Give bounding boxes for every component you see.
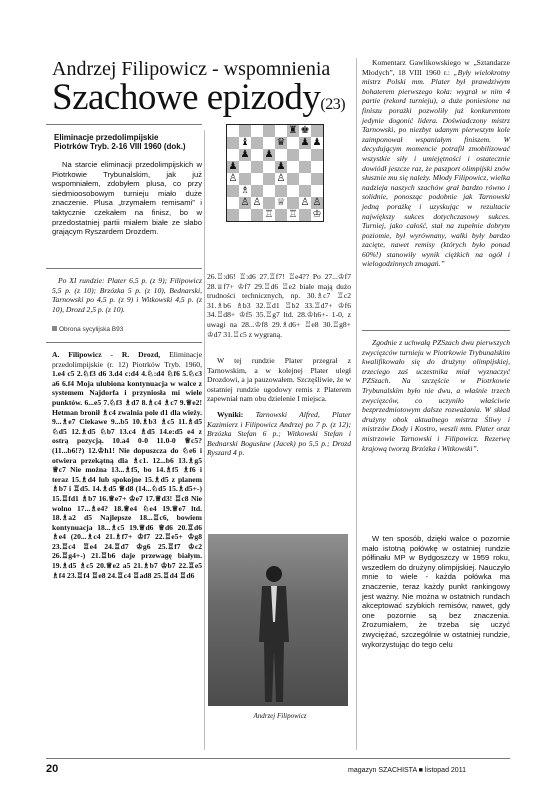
- board-square: [239, 161, 251, 173]
- board-square: ♟: [228, 161, 238, 172]
- board-square: [227, 209, 239, 221]
- board-square: [263, 173, 275, 185]
- board-square: ♚: [300, 125, 310, 136]
- col3-divider: [362, 330, 510, 331]
- board-square: [251, 149, 263, 161]
- board-square: ♙: [228, 173, 238, 184]
- board-square: ♙: [276, 173, 286, 184]
- board-square: [311, 173, 323, 185]
- board-square: ♟: [264, 149, 274, 160]
- board-square: ♗: [240, 185, 250, 196]
- conclusion-text: W ten sposób, dzięki walce o pozornie mało istotną połówkę w ostatniej rundzie półfinału MP w Bydgoszczy w 1959 roku, wszedłem do drużyny olimpijskiej. Nauczyło mnie to wiele - każda połówka ma znaczenie, teraz każdy punkt rankingowy jest ważny. Nie można w ostatnich rundach akceptować szybkich remisów, nawet, gdy one pozornie są bez znaczenia. Zrozumiałem, że trzeba się uczyć zwyciężać, szczególnie w ostatniej rundzie, wykorzystując do tego celu: [362, 534, 510, 649]
- qualification-text: Zgodnie z uchwałą PZSzach dwu pierwszych zwycięzców turnieju w Piotrkowie Trybunalskim kwalifikowało się do drużyny olimpijskiej, trzeciego zaś uczestnika miał wyznaczyć PZSzach. Na szczęście w Piotrkowie Trybunalskim było nie dwu, a właśnie trzech zwycięzców, co uczyniło właściwie bezprzedmiotowym dalsze rozważania. W skład drużyny obok aktualnego mistrza Śliwy i mistrzów Dody i Kostro, weszli mm. Plater oraz mistrzowie Tarnowski i Filipowicz. Rezerwę krajową tworzą Brzózka i Witkowski”.: [362, 338, 510, 453]
- results-paragraph: [207, 410, 351, 458]
- board-square: [275, 209, 287, 221]
- board-square: [251, 125, 263, 137]
- board-square: ♟: [312, 137, 322, 148]
- board-square: [287, 185, 299, 197]
- col1-divider-1: [46, 268, 202, 269]
- board-square: ♙: [300, 197, 310, 208]
- qualification-paragraph: [362, 338, 510, 453]
- board-square: [263, 125, 275, 137]
- board-square: [227, 185, 239, 197]
- game-event: Eliminacje przedolimpijskie (r. 12) Piotrków Tryb. 1960,: [52, 350, 203, 369]
- board-square: [299, 209, 311, 221]
- column-separator-2: [356, 58, 357, 750]
- game-moves: 1.e4 c5 2.♘f3 d6 3.d4 c:d4 4.♘:d4 ♘f6 5.♘c3 a6 6.f4 Moja ulubiona kontynuacja w walce z systemem Najdorfa i przyniosła mi wiele punktów. 6...e5 7.♘f3 ♗d7 8.♗c4 ♗c7 9.♕e2! Hetman bronił ♗c4 zwalnia pole d1 dla wieży. 9...♗e7 Ciekawe 9...b5 10.♗b3 ♗c5 11.♗d5 ♘d5 12.♗d5 ♘b7 13.c4 ♗d5 14.e:d5 e4 z ostrą pozycją. 10.a4 0-0 11.0-0 ♕c5? (11...b6!?) 12.♔h1! Nie dopuszcza do ♘e6 i otwiera przekątną dla ♗c1. 12...b6 13.♗g5 ♕c7 Nie można 13...♗f5, bo 14.♗f5 ♗f6 i teraz 15.♗d4 lub spokojne 15.♗d5 z planem ♗b7 i ♖d5. 14.♗d5 ♕d8 (14...♘d5 15.♗d5+-) 15.♖fd1 ♗b7 16.♕e7+ ♔e7 17.♕d3! ♖c8 Nie wolno 17...♗e4? 18.♕e4 ♘e4 19.♕e7 ltd. 18.♗a2 d5 Najlepsze 18...♖c6, bowiem kontynuacja 18...♗c5 19.♕d6 ♕d6 20.♖d6 ♗e4 (20...♗c4 21.♗f7+ ♔f7 22.♖e5+ ♔g8 23.♖c4 ♖e4 24.♖d7 ♔g6 25.♖f7 ♔c2 26.♖g4+-) 21.♖b6 daje przewagę białym. 19.♗d5 ♗c5 20.♕e2 a5 21.♗b7 ♔b7 22.♖e5 ♗f4 23.♖f4 ♖e8 24.♖c4 ♖ad8 25.♖d4 ♖d6: [52, 369, 202, 580]
- board-square: [311, 161, 323, 173]
- board-square: ♛: [276, 137, 286, 148]
- commentary-quote: „Były wielokrotny mistrz Polski mm. Plater był prawdziwym bohaterem pierwszego koła: wygrał w nim 4 partie (rekord turnieju), a duże poniesione na finiszu porażki pozwoliły już konkurentom jedynie dogonić lidera. Doświadczony mistrz Tarnowski, po niezbyt udanym pierwszym kole zaimponował wspaniałym finiszem. W decydującym momencie potrafił zmobilizować wszystkie siły i umiejętności i ostatecznie dowiódł jeszcze raz, że paszport olimpijski znów słusznie mu się należy. Młody Filipowicz, wielka nadzieja naszych szachów grał bardzo równo i solidnie, ponosząc podobnie jak Tarnowski jedną porażkę i uzyskując w rezultacie największy sukces dotychczasowy sukces. Turniej, jako całość, stał na zupełnie dobrym poziomie, był wyrównany, walki były bardzo zacięte, nawet remisy (których było ponad 60%!) stanowiły wynik ciężkich na ogół i wielogodzinnych zmagań.”: [362, 67, 510, 269]
- board-square: ♜: [288, 125, 298, 136]
- header-divider: [46, 124, 202, 125]
- board-square: [239, 173, 251, 185]
- photo-caption: Andrzej Filipowicz: [253, 712, 307, 720]
- game-continuation: [207, 272, 351, 339]
- board-square: [227, 125, 239, 137]
- board-square: [299, 149, 311, 161]
- magazine-credit: magazyn SZACHISTA ■ listopad 2011: [348, 767, 466, 774]
- board-square: [311, 185, 323, 197]
- board-square: [263, 137, 275, 149]
- footer-rule: [46, 758, 510, 759]
- col1-divider-2: [46, 342, 202, 343]
- board-square: [311, 149, 323, 161]
- board-square: [251, 173, 263, 185]
- board-square: [287, 173, 299, 185]
- page-title: [52, 78, 352, 125]
- author-line: Andrzej Filipowicz - wspomnienia: [52, 58, 331, 80]
- game-players: A. Filipowicz - R. Drozd,: [52, 350, 161, 359]
- board-square: [275, 185, 287, 197]
- opening-text: Obrona sycylijska B93: [59, 326, 124, 333]
- board-square: [287, 161, 299, 173]
- opening-label: [52, 326, 202, 333]
- person-silhouette-icon: [254, 562, 294, 706]
- board-square: ♙: [240, 197, 250, 208]
- board-square: [263, 197, 275, 209]
- board-square: ♕: [276, 197, 286, 208]
- board-square: ♙: [312, 197, 322, 208]
- board-square: [299, 161, 311, 173]
- board-square: [311, 125, 323, 137]
- commentary-intro-text: Komentarz Gawlikowskiego w „Sztandarze Młodych”, 18 VIII 1960 r.:: [362, 58, 510, 77]
- standings-text: Po XI rundzie: Plater 6,5 p. (z 9); Filipowicz 5,5 p. (z 10); Brzózka 5 p. (z 10), Bednarski, Tarnowski po 4,5 p. (z 9) i Witkowski 4,5 p. (z 10), Drozd 2,5 p. (z 10).: [52, 276, 202, 314]
- board-square: [239, 209, 251, 221]
- title-text: Szachowe epizody: [52, 77, 321, 118]
- board-square: [251, 137, 263, 149]
- game-score: [52, 350, 202, 580]
- board-square: ♝: [240, 137, 250, 148]
- board-square: [227, 197, 239, 209]
- board-square: ♔: [312, 209, 322, 220]
- board-square: [227, 149, 239, 161]
- board-square: [299, 185, 311, 197]
- bullet-square-icon: [52, 326, 57, 331]
- board-square: ♖: [264, 209, 274, 220]
- results-text: Tarnowski Alfred, Plater Kazimierz i Filipowicz Andrzej po 7 p. (z 12); Brzózka Stefan 6 p.; Witkowski Stefan i Bednarski Bogusław (Jacek) po 5,5 p.; Drozd Ryszard 4 p.: [207, 410, 351, 458]
- chess-diagram: [226, 124, 324, 222]
- board-square: ♟: [276, 161, 286, 172]
- board-square: [287, 149, 299, 161]
- standings-paragraph: [52, 276, 202, 314]
- board-square: ♟: [300, 137, 310, 148]
- intro-paragraph: [52, 160, 202, 237]
- intro-text: Na starcie eliminacji przedolimpijskich w Piotrkowie Trybunalskim, jak już wspomniałem, zdobyłem plusa, co przy siedmioosobowym turnieju miało duże znaczenie. Plusa „trzymałem remisami” i taktycznie czekałem na finisz, bo w przedostatniej partii miałem białe ze słabo grającym Ryszardem Drozdem.: [52, 160, 202, 237]
- board-square: ♟: [240, 149, 250, 160]
- episode-number: (23): [320, 96, 346, 113]
- section-heading: [54, 133, 204, 151]
- board-square: [263, 161, 275, 173]
- board-square: [227, 137, 239, 149]
- board-square: [287, 197, 299, 209]
- section-subtitle: Piotrków Tryb. 2-16 VIII 1960 (dok.): [54, 142, 186, 151]
- board-square: [275, 149, 287, 161]
- board-square: [263, 185, 275, 197]
- board-square: [275, 125, 287, 137]
- round-paragraph: [207, 356, 351, 404]
- board-square: [251, 209, 263, 221]
- board-square: [287, 137, 299, 149]
- board-square: ♖: [288, 209, 298, 220]
- column-separator-1: [204, 130, 205, 750]
- board-square: [251, 185, 263, 197]
- page-number: 20: [46, 763, 59, 775]
- round-text: W tej rundzie Plater przegrał z Tarnowskim, a w kolejnej Plater uległ Drozdowi, a ja pauzowałem. Szczęśliwie, że w ostatniej rundzie ugodowy remis z Platerem zapewniał nam obu dzielenie I miejsca.: [207, 356, 351, 404]
- section-title: Eliminacje przedolimpijskie: [54, 133, 159, 142]
- continuation-text: 26.♖:d6! ♖:d6 27.♖f7! ♖e4?? Po 27...♔f7 28.♕f7+ ♔f7 29.♖d6 ♖e2 białe mają dużo trudności technicznych, np. 30.♗c7 ♖c2 31.♗b6 ♗b3 32.♖d1 ♖b2 33.♖d7+ ♔f6 34.♖d8+ ♔f5 35.♖g7 ltd. 28.♔h6+- 1-0, z uwagi na 28...♔f8 29.♗d6+ ♖e8 30.♖g8+ ♔d7 31.♖c5 z wygraną.: [207, 272, 351, 339]
- board-square: [239, 125, 251, 137]
- portrait-photo: [208, 534, 348, 706]
- board-square: [251, 161, 263, 173]
- conclusion-paragraph: [362, 534, 510, 649]
- results-heading: Wyniki:: [217, 410, 244, 419]
- commentary-intro: [362, 58, 510, 269]
- board-square: [299, 173, 311, 185]
- board-square: ♙: [252, 197, 262, 208]
